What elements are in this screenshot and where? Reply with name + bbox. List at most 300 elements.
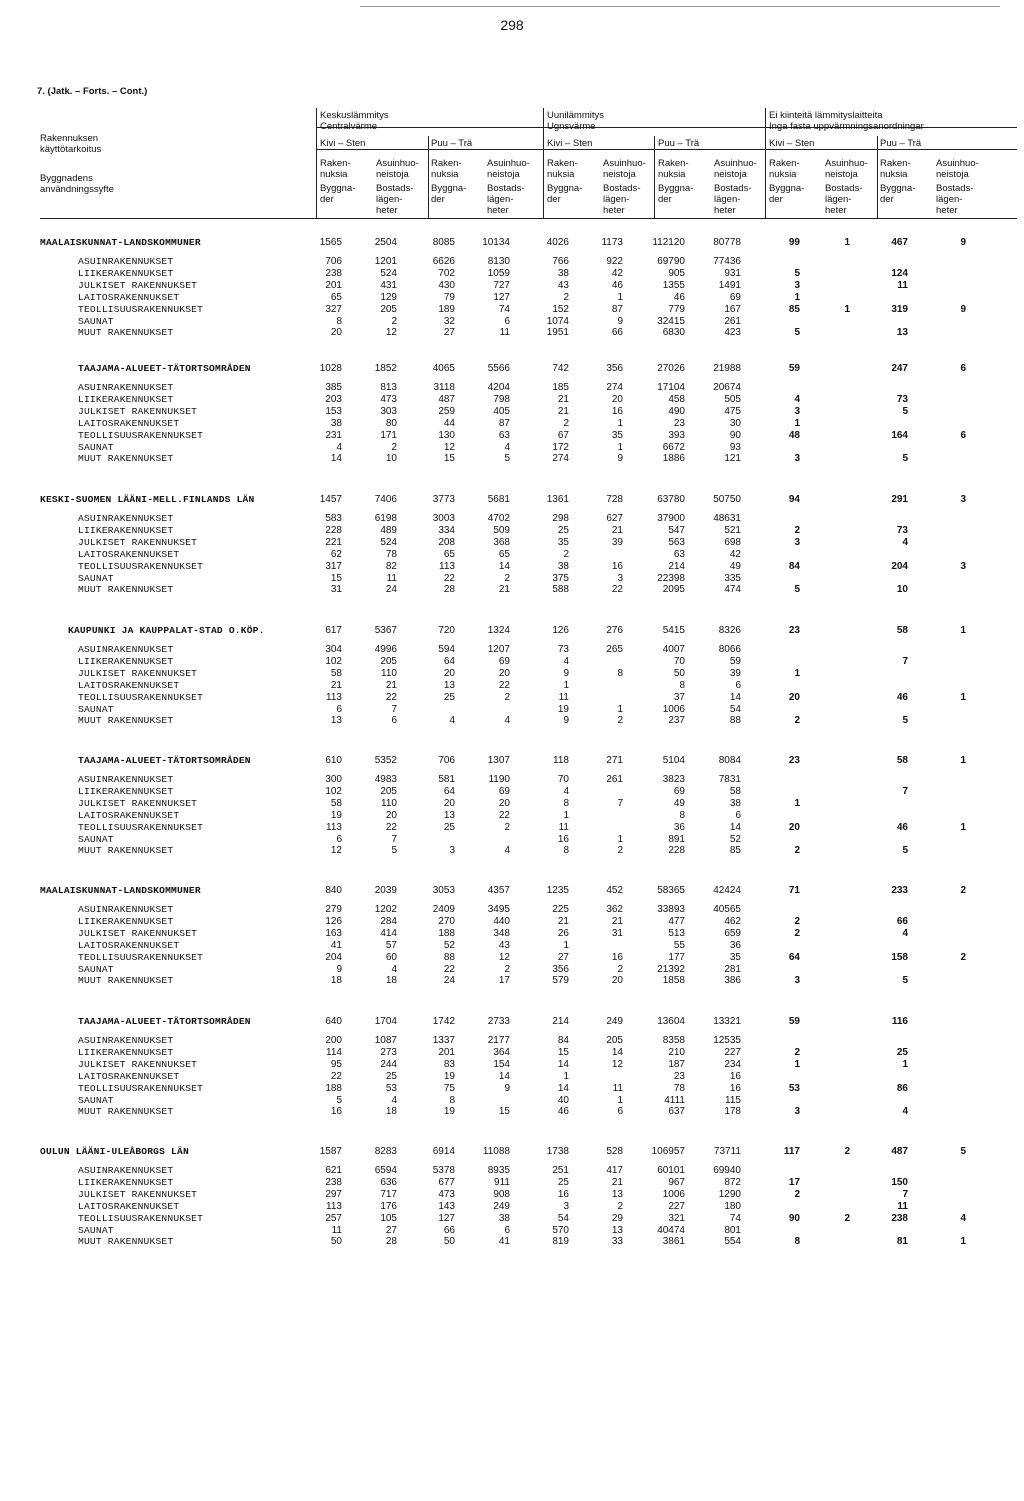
table-cell: 513 bbox=[668, 927, 685, 939]
table-cell: 1 bbox=[563, 679, 569, 691]
row-label: LAITOSRAKENNUKSET bbox=[78, 548, 180, 560]
table-cell: 6672 bbox=[662, 441, 685, 453]
row-label: ASUINRAKENNUKSET bbox=[78, 1165, 174, 1176]
table-cell: 7 bbox=[391, 833, 397, 845]
table-cell: 8 bbox=[563, 797, 569, 809]
section-total-cell: 27026 bbox=[657, 363, 685, 374]
table-cell: 41 bbox=[498, 1236, 510, 1248]
section-total-cell: 3 bbox=[960, 494, 966, 505]
table-cell: 2 bbox=[504, 821, 510, 833]
table-cell: 60 bbox=[385, 951, 397, 963]
table-cell: 414 bbox=[380, 927, 397, 939]
section-total-cell: 247 bbox=[891, 363, 908, 374]
table-cell: 58 bbox=[330, 797, 342, 809]
section-title: MAALAISKUNNAT-LANDSKOMMUNER bbox=[40, 237, 201, 248]
table-cell: 405 bbox=[493, 405, 510, 417]
table-cell: 274 bbox=[552, 453, 569, 465]
table-cell: 59 bbox=[729, 655, 741, 667]
table-cell: 581 bbox=[438, 774, 455, 785]
section-total-cell: 4065 bbox=[432, 363, 455, 374]
row-label: MUUT RAKENNUKSET bbox=[78, 327, 174, 339]
table-cell: 297 bbox=[325, 1188, 342, 1200]
table-cell: 30 bbox=[729, 417, 741, 429]
table-cell: 2 bbox=[794, 845, 800, 857]
top-rule bbox=[360, 6, 1000, 7]
table-cell: 6 bbox=[504, 1224, 510, 1236]
table-cell: 172 bbox=[552, 441, 569, 453]
table-cell: 152 bbox=[552, 303, 569, 315]
section-total-cell: 8283 bbox=[374, 1146, 397, 1157]
table-cell: 11 bbox=[897, 279, 908, 291]
section-total-cell: 1307 bbox=[487, 755, 510, 766]
header-vrule bbox=[543, 108, 544, 219]
table-cell: 38 bbox=[557, 560, 569, 572]
row-label: ASUINRAKENNUKSET bbox=[78, 904, 174, 915]
table-cell: 178 bbox=[724, 1106, 741, 1118]
table-cell: 490 bbox=[668, 405, 685, 417]
material-label: Puu – Trä bbox=[658, 138, 700, 149]
section-total-cell: 720 bbox=[438, 625, 455, 636]
section-total-cell: 2 bbox=[844, 1146, 850, 1157]
table-cell: 4111 bbox=[664, 1094, 685, 1106]
table-cell: 7 bbox=[391, 703, 397, 715]
table-cell: 8 bbox=[794, 1236, 800, 1248]
table-cell: 3 bbox=[794, 279, 800, 291]
section-title: KAUPUNKI JA KAUPPALAT-STAD O.KÖP. bbox=[68, 625, 265, 636]
table-cell: 6 bbox=[336, 703, 342, 715]
table-cell: 54 bbox=[557, 1212, 569, 1224]
table-cell: 15 bbox=[330, 572, 342, 584]
table-cell: 228 bbox=[668, 845, 685, 857]
table-cell: 20674 bbox=[713, 382, 741, 393]
section-total-cell: 742 bbox=[552, 363, 569, 374]
table-cell: 261 bbox=[724, 315, 741, 327]
table-cell: 17 bbox=[498, 975, 510, 987]
table-cell: 228 bbox=[325, 524, 342, 536]
table-cell: 40565 bbox=[713, 904, 741, 915]
table-cell: 22 bbox=[443, 963, 455, 975]
section-total-cell: 2039 bbox=[374, 885, 397, 896]
table-cell: 66 bbox=[611, 327, 623, 339]
table-cell: 22398 bbox=[657, 572, 685, 584]
table-cell: 4 bbox=[902, 1106, 908, 1118]
row-label: SAUNAT bbox=[78, 572, 114, 584]
table-cell: 22 bbox=[498, 809, 510, 821]
table-cell: 55 bbox=[673, 939, 685, 951]
table-cell: 78 bbox=[673, 1082, 685, 1094]
table-cell: 15 bbox=[498, 1106, 510, 1118]
table-cell: 265 bbox=[606, 644, 623, 655]
table-cell: 1 bbox=[617, 1094, 623, 1106]
table-cell: 6594 bbox=[374, 1165, 397, 1176]
material-label: Kivi – Sten bbox=[769, 138, 815, 149]
table-cell: 66 bbox=[443, 1224, 455, 1236]
section-total-cell: 7406 bbox=[374, 494, 397, 505]
table-cell: 298 bbox=[552, 513, 569, 524]
page-number: 298 bbox=[500, 17, 524, 33]
table-cell: 15 bbox=[557, 1046, 569, 1058]
table-cell: 8130 bbox=[487, 256, 510, 267]
section-total-cell: 249 bbox=[606, 1016, 623, 1027]
table-cell: 6 bbox=[504, 315, 510, 327]
table-cell: 49 bbox=[673, 797, 685, 809]
table-cell: 93 bbox=[729, 441, 741, 453]
table-cell: 14 bbox=[729, 691, 741, 703]
table-cell: 1886 bbox=[662, 453, 685, 465]
table-cell: 440 bbox=[493, 915, 510, 927]
table-cell: 189 bbox=[438, 303, 455, 315]
row-header-sv: Byggnadens användningssyfte bbox=[40, 173, 114, 195]
table-cell: 335 bbox=[724, 572, 741, 584]
table-cell: 14 bbox=[611, 1046, 623, 1058]
section-total-cell: 1704 bbox=[374, 1016, 397, 1027]
table-cell: 19 bbox=[443, 1070, 455, 1082]
section-total-cell: 1 bbox=[960, 755, 966, 766]
section-title: TAAJAMA-ALUEET-TÄTORTSOMRÅDEN bbox=[78, 1016, 251, 1027]
table-cell: 21 bbox=[557, 393, 569, 405]
table-cell: 67 bbox=[557, 429, 569, 441]
row-label: TEOLLISUUSRAKENNUKSET bbox=[78, 691, 204, 703]
table-cell: 20 bbox=[611, 975, 623, 987]
table-cell: 27 bbox=[557, 951, 569, 963]
table-cell: 21 bbox=[611, 1176, 623, 1188]
table-cell: 53 bbox=[788, 1082, 800, 1094]
table-cell: 110 bbox=[381, 667, 397, 679]
table-cell: 462 bbox=[724, 915, 741, 927]
table-cell: 36 bbox=[729, 939, 741, 951]
table-cell: 204 bbox=[325, 951, 342, 963]
table-cell: 637 bbox=[668, 1106, 685, 1118]
section-total-cell: 1565 bbox=[319, 237, 342, 248]
table-cell: 458 bbox=[668, 393, 685, 405]
section-total-cell: 42424 bbox=[713, 885, 741, 896]
table-cell: 3823 bbox=[662, 774, 685, 785]
table-cell: 3 bbox=[794, 975, 800, 987]
table-cell: 621 bbox=[325, 1165, 342, 1176]
table-cell: 12 bbox=[443, 441, 455, 453]
table-cell: 521 bbox=[724, 524, 741, 536]
table-cell: 22 bbox=[385, 691, 397, 703]
table-cell: 204 bbox=[891, 560, 908, 572]
table-cell: 8 bbox=[617, 667, 623, 679]
row-label: MUUT RAKENNUKSET bbox=[78, 715, 174, 727]
col-label-buildings-sv: Byggna- der bbox=[769, 183, 805, 205]
table-cell: 113 bbox=[439, 560, 455, 572]
table-cell: 11 bbox=[558, 821, 569, 833]
table-cell: 14 bbox=[330, 453, 342, 465]
section-total-cell: 1852 bbox=[374, 363, 397, 374]
table-cell: 18 bbox=[330, 975, 342, 987]
table-cell: 9 bbox=[617, 453, 623, 465]
table-cell: 16 bbox=[611, 951, 623, 963]
table-cell: 58 bbox=[729, 785, 741, 797]
table-cell: 127 bbox=[493, 291, 510, 303]
row-label: ASUINRAKENNUKSET bbox=[78, 774, 174, 785]
section-total-cell: 9 bbox=[960, 237, 966, 248]
table-cell: 18 bbox=[385, 1106, 397, 1118]
table-cell: 473 bbox=[438, 1188, 455, 1200]
table-cell: 13 bbox=[896, 327, 908, 339]
table-cell: 35 bbox=[611, 429, 623, 441]
table-cell: 70 bbox=[673, 655, 685, 667]
col-label-dwellings-sv: Bostads- lägen- heter bbox=[487, 183, 525, 216]
section-total-cell: 1 bbox=[960, 625, 966, 636]
table-cell: 6 bbox=[735, 679, 741, 691]
section-total-cell: 528 bbox=[606, 1146, 623, 1157]
section-total-cell: 356 bbox=[606, 363, 623, 374]
table-cell: 28 bbox=[443, 584, 455, 596]
table-cell: 417 bbox=[606, 1165, 623, 1176]
group-title: Uunilämmitys bbox=[547, 110, 605, 121]
row-label: LIIKERAKENNUKSET bbox=[78, 655, 174, 667]
table-cell: 40 bbox=[557, 1094, 569, 1106]
table-cell: 201 bbox=[325, 279, 342, 291]
table-cell: 284 bbox=[380, 915, 397, 927]
group-title-sv: Centralvärme bbox=[320, 121, 378, 132]
table-cell: 4 bbox=[504, 715, 510, 727]
section-total-cell: 112120 bbox=[652, 237, 685, 248]
section-total-cell: 5104 bbox=[662, 755, 685, 766]
table-cell: 21 bbox=[557, 405, 569, 417]
table-cell: 3118 bbox=[433, 382, 455, 393]
table-cell: 127 bbox=[438, 1212, 455, 1224]
table-cell: 4 bbox=[563, 785, 569, 797]
section-total-cell: 58 bbox=[896, 755, 908, 766]
row-label: SAUNAT bbox=[78, 1094, 114, 1106]
table-cell: 57 bbox=[385, 939, 397, 951]
table-cell: 11 bbox=[612, 1082, 623, 1094]
table-cell: 8 bbox=[679, 809, 685, 821]
table-cell: 50 bbox=[330, 1236, 342, 1248]
table-cell: 7831 bbox=[718, 774, 741, 785]
col-label-dwellings: Asuinhuo- neistoja bbox=[714, 158, 757, 180]
row-header-fi: Rakennuksen käyttötarkoitus bbox=[40, 133, 102, 155]
table-cell: 1 bbox=[563, 1070, 569, 1082]
table-cell: 69 bbox=[498, 785, 510, 797]
table-cell: 25 bbox=[385, 1070, 397, 1082]
table-cell: 70 bbox=[557, 774, 569, 785]
table-cell: 50 bbox=[673, 667, 685, 679]
table-cell: 238 bbox=[325, 1176, 342, 1188]
group-title: Keskuslämmitys bbox=[320, 110, 389, 121]
table-cell: 17 bbox=[788, 1176, 800, 1188]
table-cell: 221 bbox=[325, 536, 342, 548]
table-cell: 5 bbox=[391, 845, 397, 857]
table-cell: 25 bbox=[443, 821, 455, 833]
table-cell: 423 bbox=[724, 327, 741, 339]
table-cell: 20 bbox=[330, 327, 342, 339]
section-total-cell: 2733 bbox=[487, 1016, 510, 1027]
table-cell: 5 bbox=[794, 267, 800, 279]
table-cell: 188 bbox=[325, 1082, 342, 1094]
table-cell: 4 bbox=[902, 536, 908, 548]
table-cell: 1337 bbox=[432, 1035, 455, 1046]
col-label-buildings: Raken- nuksia bbox=[658, 158, 689, 180]
row-label: TEOLLISUUSRAKENNUKSET bbox=[78, 303, 204, 315]
table-cell: 22 bbox=[498, 679, 510, 691]
section-total-cell: 5415 bbox=[662, 625, 685, 636]
table-cell: 20 bbox=[443, 667, 455, 679]
table-cell: 364 bbox=[493, 1046, 510, 1058]
table-cell: 48631 bbox=[713, 513, 741, 524]
section-total-cell: 3053 bbox=[432, 885, 455, 896]
table-cell: 2 bbox=[504, 691, 510, 703]
table-cell: 43 bbox=[557, 279, 569, 291]
section-total-cell: 5 bbox=[960, 1146, 966, 1157]
table-cell: 26 bbox=[557, 927, 569, 939]
section-title: TAAJAMA-ALUEET-TÄTORTSOMRÅDEN bbox=[78, 755, 251, 766]
table-cell: 164 bbox=[891, 429, 908, 441]
table-cell: 6 bbox=[391, 715, 397, 727]
table-cell: 9 bbox=[563, 667, 569, 679]
table-cell: 766 bbox=[552, 256, 569, 267]
section-total-cell: 23 bbox=[788, 755, 800, 766]
col-label-dwellings-sv: Bostads- lägen- heter bbox=[376, 183, 414, 216]
table-cell: 1 bbox=[844, 303, 850, 315]
table-cell: 40474 bbox=[657, 1224, 685, 1236]
header-rule-2 bbox=[317, 149, 1017, 150]
table-cell: 63 bbox=[673, 548, 685, 560]
table-cell: 3 bbox=[563, 1200, 569, 1212]
table-cell: 58 bbox=[330, 667, 342, 679]
table-cell: 524 bbox=[380, 267, 397, 279]
table-cell: 922 bbox=[606, 256, 623, 267]
table-cell: 31 bbox=[330, 584, 342, 596]
table-cell: 16 bbox=[611, 405, 623, 417]
table-cell: 273 bbox=[380, 1046, 397, 1058]
table-cell: 579 bbox=[552, 975, 569, 987]
table-cell: 1074 bbox=[546, 315, 569, 327]
table-cell: 203 bbox=[325, 393, 342, 405]
row-label: JULKISET RAKENNUKSET bbox=[78, 1058, 198, 1070]
table-cell: 13 bbox=[443, 679, 455, 691]
section-total-cell: 13604 bbox=[657, 1016, 685, 1027]
row-label: JULKISET RAKENNUKSET bbox=[78, 279, 198, 291]
col-label-buildings: Raken- nuksia bbox=[547, 158, 578, 180]
table-cell: 1190 bbox=[488, 774, 510, 785]
table-cell: 967 bbox=[668, 1176, 685, 1188]
table-cell: 23 bbox=[673, 417, 685, 429]
table-cell: 11 bbox=[499, 327, 510, 339]
table-cell: 83 bbox=[443, 1058, 455, 1070]
table-cell: 163 bbox=[325, 927, 342, 939]
section-total-cell: 2 bbox=[960, 885, 966, 896]
table-cell: 25 bbox=[896, 1046, 908, 1058]
table-cell: 1 bbox=[563, 809, 569, 821]
section-total-cell: 4026 bbox=[546, 237, 569, 248]
table-cell: 14 bbox=[557, 1058, 569, 1070]
row-label: LIIKERAKENNUKSET bbox=[78, 915, 174, 927]
table-cell: 17104 bbox=[657, 382, 685, 393]
table-cell: 7 bbox=[902, 655, 908, 667]
table-cell: 2 bbox=[794, 927, 800, 939]
table-cell: 3495 bbox=[487, 904, 510, 915]
table-cell: 2 bbox=[617, 715, 623, 727]
table-cell: 64 bbox=[443, 785, 455, 797]
table-cell: 32 bbox=[443, 315, 455, 327]
table-cell: 5 bbox=[336, 1094, 342, 1106]
table-cell: 1951 bbox=[546, 327, 569, 339]
table-cell: 4 bbox=[391, 1094, 397, 1106]
table-cell: 386 bbox=[724, 975, 741, 987]
table-cell: 6626 bbox=[432, 256, 455, 267]
table-cell: 37 bbox=[673, 691, 685, 703]
table-cell: 69 bbox=[729, 291, 741, 303]
table-cell: 20 bbox=[498, 667, 510, 679]
table-cell: 908 bbox=[493, 1188, 510, 1200]
col-label-dwellings: Asuinhuo- neistoja bbox=[825, 158, 868, 180]
table-cell: 69 bbox=[673, 785, 685, 797]
table-cell: 60101 bbox=[657, 1165, 685, 1176]
section-total-cell: 276 bbox=[606, 625, 623, 636]
table-cell: 317 bbox=[325, 560, 342, 572]
table-cell: 27 bbox=[385, 1224, 397, 1236]
section-total-cell: 10134 bbox=[482, 237, 510, 248]
table-cell: 4 bbox=[794, 393, 800, 405]
table-cell: 1207 bbox=[487, 644, 510, 655]
row-label: ASUINRAKENNUKSET bbox=[78, 382, 174, 393]
table-cell: 1858 bbox=[662, 975, 685, 987]
table-cell: 73 bbox=[896, 524, 908, 536]
table-cell: 11 bbox=[386, 572, 397, 584]
row-label: JULKISET RAKENNUKSET bbox=[78, 927, 198, 939]
table-cell: 7 bbox=[617, 797, 623, 809]
table-cell: 1006 bbox=[662, 703, 685, 715]
table-cell: 48 bbox=[788, 429, 800, 441]
table-cell: 813 bbox=[380, 382, 397, 393]
section-total-cell: 8084 bbox=[718, 755, 741, 766]
table-cell: 38 bbox=[557, 267, 569, 279]
table-cell: 53 bbox=[385, 1082, 397, 1094]
table-cell: 231 bbox=[325, 429, 342, 441]
section-total-cell: 291 bbox=[891, 494, 908, 505]
table-cell: 88 bbox=[729, 715, 741, 727]
table-cell: 22 bbox=[611, 584, 623, 596]
table-cell: 385 bbox=[325, 382, 342, 393]
col-label-dwellings-sv: Bostads- lägen- heter bbox=[825, 183, 863, 216]
table-cell: 37900 bbox=[657, 513, 685, 524]
table-cell: 570 bbox=[552, 1224, 569, 1236]
section-total-cell: 1457 bbox=[319, 494, 342, 505]
table-cell: 113 bbox=[326, 821, 342, 833]
table-cell: 113 bbox=[326, 1200, 342, 1212]
table-cell: 583 bbox=[325, 513, 342, 524]
section-total-cell: 8326 bbox=[718, 625, 741, 636]
table-cell: 115 bbox=[725, 1094, 741, 1106]
table-cell: 487 bbox=[438, 393, 455, 405]
table-cell: 79 bbox=[443, 291, 455, 303]
section-total-cell: 118 bbox=[553, 755, 569, 766]
table-cell: 4 bbox=[336, 441, 342, 453]
table-cell: 38 bbox=[498, 1212, 510, 1224]
section-total-cell: 3773 bbox=[432, 494, 455, 505]
section-total-cell: 21988 bbox=[713, 363, 741, 374]
table-cell: 1201 bbox=[374, 256, 397, 267]
table-cell: 911 bbox=[494, 1176, 510, 1188]
table-cell: 153 bbox=[325, 405, 342, 417]
table-cell: 4007 bbox=[662, 644, 685, 655]
row-label: MUUT RAKENNUKSET bbox=[78, 584, 174, 596]
table-cell: 2 bbox=[563, 417, 569, 429]
table-cell: 124 bbox=[891, 267, 908, 279]
table-cell: 205 bbox=[380, 655, 397, 667]
table-cell: 274 bbox=[606, 382, 623, 393]
col-label-dwellings-sv: Bostads- lägen- heter bbox=[714, 183, 752, 216]
table-cell: 524 bbox=[380, 536, 397, 548]
table-cell: 46 bbox=[673, 291, 685, 303]
table-cell: 2 bbox=[794, 524, 800, 536]
table-cell: 819 bbox=[552, 1236, 569, 1248]
